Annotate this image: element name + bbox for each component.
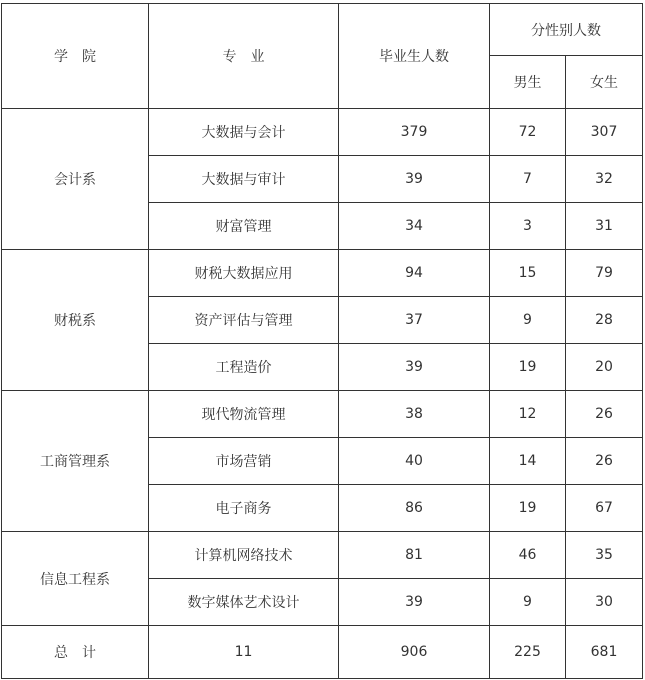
female-cell: 28 [566, 297, 643, 344]
female-cell: 307 [566, 109, 643, 156]
table-row [2, 391, 643, 438]
male-cell: 9 [490, 579, 566, 626]
female-cell: 32 [566, 156, 643, 203]
major-cell: 市场营销 [149, 438, 339, 485]
header-by-gender: 分性别人数 [490, 4, 643, 56]
college-cell: 工商管理系 [2, 391, 149, 532]
major-cell: 计算机网络技术 [149, 532, 339, 579]
major-cell: 资产评估与管理 [149, 297, 339, 344]
male-cell: 3 [490, 203, 566, 250]
total-female: 681 [566, 626, 643, 679]
header-college: 学 院 [2, 4, 149, 109]
male-cell: 46 [490, 532, 566, 579]
college-cell: 财税系 [2, 250, 149, 391]
major-cell: 现代物流管理 [149, 391, 339, 438]
table-row [2, 250, 643, 297]
major-cell: 工程造价 [149, 344, 339, 391]
total-male: 225 [490, 626, 566, 679]
header-major: 专 业 [149, 4, 339, 109]
header-male: 男生 [490, 56, 566, 109]
female-cell: 30 [566, 579, 643, 626]
female-cell: 26 [566, 438, 643, 485]
female-cell: 35 [566, 532, 643, 579]
major-cell: 大数据与审计 [149, 156, 339, 203]
college-cell: 会计系 [2, 109, 149, 250]
table-row [2, 532, 643, 579]
total-cell: 38 [339, 391, 490, 438]
total-cell: 86 [339, 485, 490, 532]
table-row [2, 109, 643, 156]
female-cell: 26 [566, 391, 643, 438]
major-cell: 财富管理 [149, 203, 339, 250]
female-cell: 79 [566, 250, 643, 297]
college-cell: 信息工程系 [2, 532, 149, 626]
male-cell: 14 [490, 438, 566, 485]
total-cell: 81 [339, 532, 490, 579]
total-cell: 39 [339, 156, 490, 203]
major-cell: 数字媒体艺术设计 [149, 579, 339, 626]
major-cell: 大数据与会计 [149, 109, 339, 156]
male-cell: 15 [490, 250, 566, 297]
total-cell: 39 [339, 579, 490, 626]
major-cell: 电子商务 [149, 485, 339, 532]
female-cell: 67 [566, 485, 643, 532]
total-majors: 11 [149, 626, 339, 679]
header-female: 女生 [566, 56, 643, 109]
male-cell: 9 [490, 297, 566, 344]
total-cell: 37 [339, 297, 490, 344]
major-cell: 财税大数据应用 [149, 250, 339, 297]
total-graduates: 906 [339, 626, 490, 679]
male-cell: 72 [490, 109, 566, 156]
total-label: 总 计 [2, 626, 149, 679]
total-cell: 94 [339, 250, 490, 297]
total-row [2, 626, 643, 679]
graduates-table [1, 3, 643, 679]
total-cell: 34 [339, 203, 490, 250]
total-cell: 39 [339, 344, 490, 391]
male-cell: 12 [490, 391, 566, 438]
total-cell: 379 [339, 109, 490, 156]
total-cell: 40 [339, 438, 490, 485]
header-graduates: 毕业生人数 [339, 4, 490, 109]
male-cell: 19 [490, 485, 566, 532]
female-cell: 31 [566, 203, 643, 250]
male-cell: 7 [490, 156, 566, 203]
female-cell: 20 [566, 344, 643, 391]
male-cell: 19 [490, 344, 566, 391]
